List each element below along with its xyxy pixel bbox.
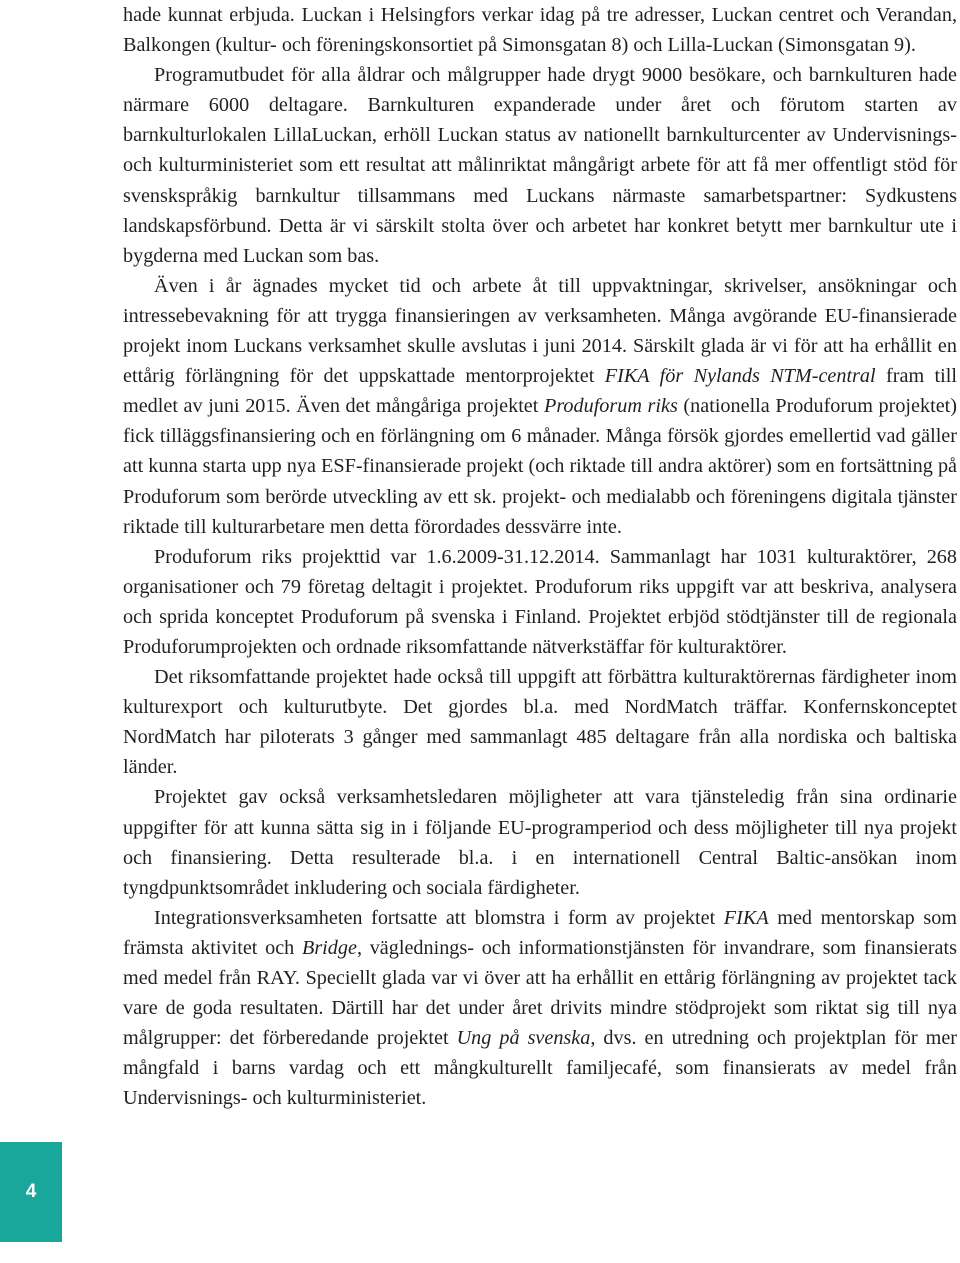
paragraph-5 [123, 662, 957, 782]
paragraph-4 [123, 542, 957, 662]
text-run: Projektet gav också verksamhetsledaren möjligheter att vara tjänsteledig från sina ordinarie uppgifter för att kunna sätta sig in i följande EU-programperiod och dess möjligheter till nya projekt och finansiering. Detta resulterade bl.a. i en internationell Central Baltic-ansökan inom tyngdpunktsområdet inkludering och sociala färdigheter. [123, 786, 957, 899]
paragraph-2 [123, 60, 957, 271]
text-run: Integrationsverksamheten fortsatte att blomstra i form av projektet [154, 906, 724, 929]
paragraph-3 [123, 271, 957, 542]
paragraph-6 [123, 782, 957, 902]
text-run: (nationella Produforum projektet) fick tilläggsfinansiering och en förlängning om 6 månader. Många försök gjordes emellertid vad gäller att kunna starta upp nya ESF-finansierade projekt (och riktade till andra aktörer) som en fortsättning på Produforum som berörde utveckling av ett sk. projekt- och medialabb och föreningens digitala tjänster riktade till kulturarbetare men detta förordades dessvärre inte. [123, 395, 957, 538]
page-number: 4 [25, 1181, 37, 1202]
italic-title: Ung på svenska [456, 1027, 591, 1050]
text-run: Produforum riks projekttid var 1.6.2009-31.12.2014. Sammanlagt har 1031 kulturaktörer, 268 organisationer och 79 företag deltagit i projektet. Produforum riks uppgift var att beskriva, analysera och sprida konceptet Produforum på svenska i Finland. Projektet erbjöd stödtjänster till de regionala Produforumprojekten och ordnade riksomfattande nätverkstäffar för kulturaktörer. [123, 545, 957, 658]
italic-title: FIKA för Nylands NTM-central [604, 365, 876, 388]
paragraph-7 [123, 903, 957, 1114]
italic-title: Produforum riks [543, 395, 678, 418]
italic-title: FIKA [723, 906, 769, 929]
body-text [123, 0, 957, 1113]
paragraph-1 [123, 0, 957, 60]
text-run: med mentorskap som främsta aktivitet och [123, 906, 957, 959]
text-run: Även i år ägnades mycket tid och arbete åt till uppvaktningar, skrivelser, ansökningar och intressebevakning för att trygga finansieringen av verksamheten. Många avgörande EU-finansierade projekt inom Luckans verksamhet skulle avslutas i juni 2014. Särskilt glada är vi för att ha erhållit en ettårig förlängning för det uppskattade mentorprojektet [123, 274, 957, 388]
text-run: Programutbudet för alla åldrar och målgrupper hade drygt 9000 besökare, och barnkulturen hade närmare 6000 deltagare. Barnkulturen expanderade under året och förutom starten av barnkulturlokalen LillaLuckan, erhöll Luckan status av nationellt barnkulturcenter av Undervisnings- och kulturministeriet som ett resultat att målinriktat mångårigt arbete för att få mer offentligt stöd för svenskspråkig barnkultur tillsammans med Luckans närmaste samarbetspartner: Sydkustens landskapsförbund. Detta är vi särskilt stolta över och arbetet har konkret betytt mer barnkultur ute i bygderna med Luckan som bas. [123, 64, 957, 267]
page-number-badge [0, 1142, 62, 1242]
italic-title: Bridge [301, 936, 357, 959]
text-run: Det riksomfattande projektet hade också till uppgift att förbättra kulturaktörernas färdigheter inom kulturexport och kulturutbyte. Det gjordes bl.a. med NordMatch träffar. Konfernskonceptet NordMatch har piloterats 3 gånger med sammanlagt 485 deltagare från alla nordiska och baltiska länder. [123, 666, 957, 779]
text-run: , dvs. en utredning och projektplan för mer mångfald i barns vardag och ett mångkulturellt familjecafé, som finansierats av medel från Undervisnings- och kulturministeriet. [123, 1027, 957, 1110]
text-run: fram till medlet av juni 2015. Även det mångåriga projektet [123, 365, 957, 418]
text-run: hade kunnat erbjuda. Luckan i Helsingfors verkar idag på tre adresser, Luckan centret och Verandan, Balkongen (kultur- och föreningskonsortiet på Simonsgatan 8) och Lilla-Luckan (Simonsgatan 9). [123, 4, 957, 57]
text-run: , väglednings- och informationstjänsten för invandrare, som finansierats med medel från RAY. Speciellt glada var vi över att ha erhållit en ettårig förlängning av projektet tack vare de goda resultaten. Därtill har det under året drivits mindre stödprojekt som riktat sig till nya målgrupper: det förberedande projektet [123, 936, 957, 1050]
